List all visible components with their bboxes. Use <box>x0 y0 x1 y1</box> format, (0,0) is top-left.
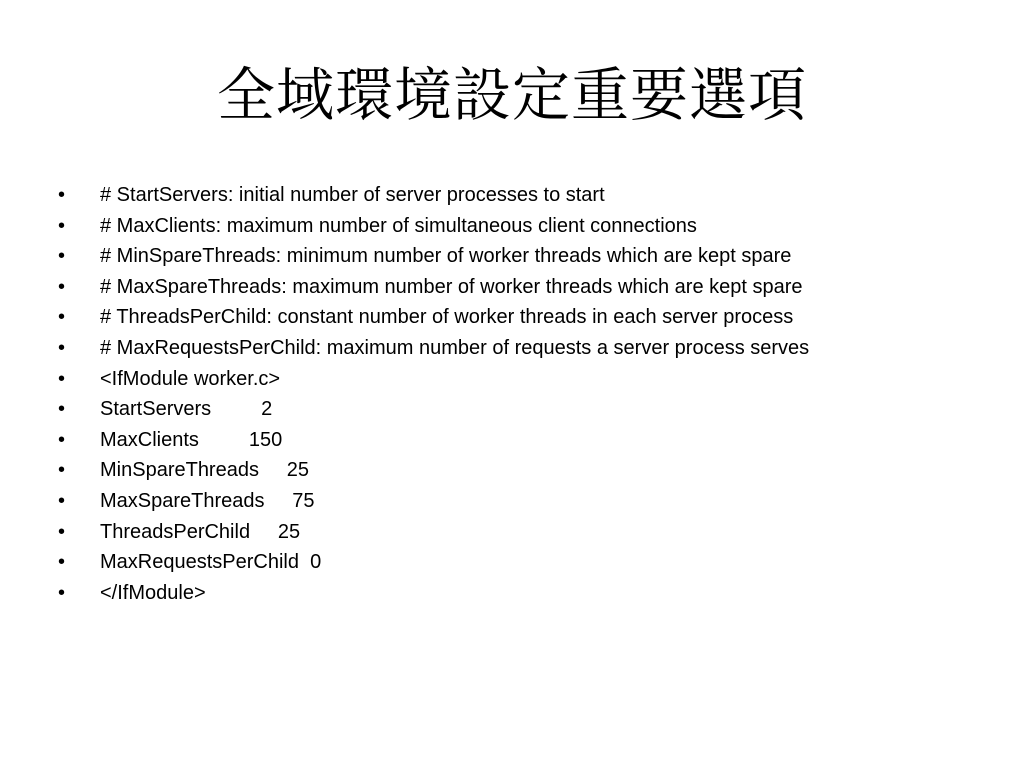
bullet-text: </IfModule> <box>100 581 206 604</box>
bullet-icon: • <box>58 367 66 390</box>
bullet-text: StartServers 2 <box>100 398 273 421</box>
bullet-item <box>58 578 978 609</box>
bullet-item <box>58 394 978 425</box>
bullet-item <box>58 455 978 486</box>
bullet-text: MaxSpareThreads 75 <box>100 489 315 512</box>
bullet-item <box>58 180 978 211</box>
bullet-text: ThreadsPerChild 25 <box>100 520 301 543</box>
bullet-item <box>58 241 978 272</box>
slide-title: 全域環境設定重要選項 <box>216 61 807 129</box>
bullet-item <box>58 302 978 333</box>
bullet-text: # StartServers: initial number of server processes to start <box>100 184 605 206</box>
bullet-item <box>58 547 978 578</box>
bullet-text: MinSpareThreads 25 <box>100 459 309 482</box>
bullet-item <box>58 364 978 395</box>
bullet-icon: • <box>58 520 66 543</box>
bullet-text: <IfModule worker.c> <box>100 367 281 390</box>
bullet-icon: • <box>58 306 66 329</box>
bullet-item <box>58 272 978 303</box>
bullet-list <box>58 180 978 608</box>
bullet-text: MaxRequestsPerChild 0 <box>100 551 322 574</box>
bullet-item <box>58 425 978 456</box>
bullet-text: # MaxSpareThreads: maximum number of worker threads which are kept spare <box>100 275 803 298</box>
bullet-icon: • <box>58 184 66 206</box>
bullet-icon: • <box>58 551 66 574</box>
bullet-icon: • <box>58 459 66 482</box>
bullet-item <box>58 486 978 517</box>
bullet-text: # MaxRequestsPerChild: maximum number of requests a server process serves <box>100 336 810 359</box>
bullet-text: # MaxClients: maximum number of simultaneous client connections <box>100 214 697 237</box>
bullet-icon: • <box>58 275 66 298</box>
bullet-text: # ThreadsPerChild: constant number of worker threads in each server process <box>100 306 794 329</box>
bullet-text: # MinSpareThreads: minimum number of worker threads which are kept spare <box>100 245 792 268</box>
bullet-item <box>58 517 978 548</box>
bullet-icon: • <box>58 245 66 268</box>
bullet-item <box>58 333 978 364</box>
bullet-icon: • <box>58 489 66 512</box>
bullet-icon: • <box>58 336 66 359</box>
bullet-icon: • <box>58 428 66 451</box>
bullet-icon: • <box>58 398 66 421</box>
bullet-icon: • <box>58 214 66 237</box>
bullet-item <box>58 211 978 242</box>
bullet-icon: • <box>58 581 66 604</box>
bullet-text: MaxClients 150 <box>100 428 283 451</box>
